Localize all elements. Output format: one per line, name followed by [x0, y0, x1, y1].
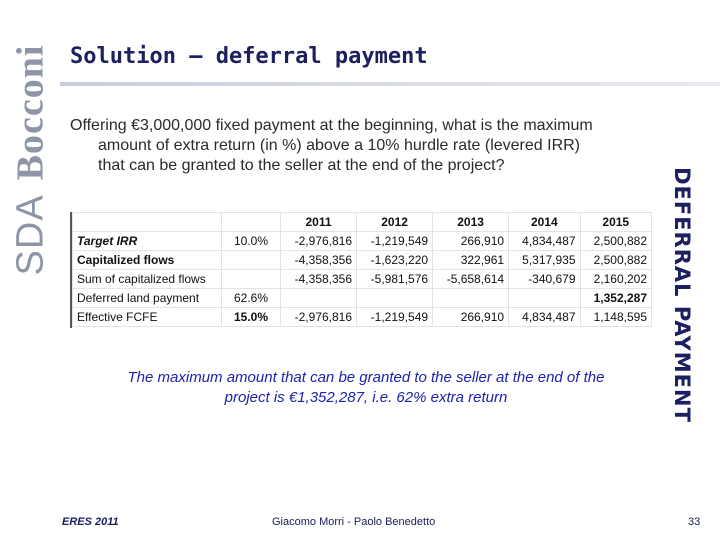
row-pct — [222, 251, 281, 270]
cell-value: 1,148,595 — [580, 308, 651, 327]
row-label: Capitalized flows — [73, 251, 222, 270]
cell-value: 2,500,882 — [580, 232, 651, 251]
cell-value: -1,219,549 — [357, 232, 433, 251]
table-row — [73, 308, 652, 327]
cell-value: -1,623,220 — [357, 251, 433, 270]
header-year: 2013 — [433, 213, 509, 232]
cell-value — [357, 289, 433, 308]
cell-value: -5,981,576 — [357, 270, 433, 289]
header-year: 2012 — [357, 213, 433, 232]
cell-value: 4,834,487 — [509, 232, 580, 251]
financial-table — [70, 212, 652, 328]
cell-value: 2,500,882 — [580, 251, 651, 270]
header-year: 2014 — [509, 213, 580, 232]
logo-bocconi: Bocconi — [9, 44, 52, 181]
cell-value: -2,976,816 — [281, 308, 357, 327]
cell-value: 2,160,202 — [580, 270, 651, 289]
footer-authors: Giacomo Morri - Paolo Benedetto — [272, 516, 436, 528]
question-line-3: that can be granted to the seller at the end of the project? — [98, 157, 505, 174]
sda-bocconi-logo — [8, 30, 52, 290]
page-number: 33 — [688, 516, 701, 528]
row-label: Effective FCFE — [73, 308, 222, 327]
row-pct: 10.0% — [222, 232, 281, 251]
cell-value: -5,658,614 — [433, 270, 509, 289]
cell-value: 322,961 — [433, 251, 509, 270]
table-row — [73, 289, 652, 308]
row-label: Target IRR — [73, 232, 222, 251]
answer-line-1: The maximum amount that can be granted to the seller at the end of the — [127, 369, 605, 386]
title-divider — [60, 82, 720, 86]
row-label: Deferred land payment — [73, 289, 222, 308]
cell-value: -2,976,816 — [281, 232, 357, 251]
answer-text — [76, 368, 656, 408]
cell-value: -4,358,356 — [281, 270, 357, 289]
answer-line-2: project is €1,352,287, i.e. 62% extra return — [224, 389, 508, 406]
question-line-1: Offering €3,000,000 fixed payment at the beginning, what is the maximum — [70, 117, 593, 134]
cell-value: 1,352,287 — [580, 289, 651, 308]
cell-value: -1,219,549 — [357, 308, 433, 327]
cell-value: -4,358,356 — [281, 251, 357, 270]
question-text — [70, 116, 670, 176]
cell-value: 4,834,487 — [509, 308, 580, 327]
footer-event: ERES 2011 — [62, 516, 119, 528]
table-row — [73, 251, 652, 270]
question-line-2: amount of extra return (in %) above a 10% hurdle rate (levered IRR) — [98, 137, 581, 154]
table-header-row — [73, 213, 652, 232]
row-pct: 62.6% — [222, 289, 281, 308]
cell-value — [433, 289, 509, 308]
logo-sda: SDA — [9, 194, 52, 276]
row-label: Sum of capitalized flows — [73, 270, 222, 289]
table-row — [73, 232, 652, 251]
side-label-container — [660, 150, 704, 440]
table-row — [73, 270, 652, 289]
cell-value: 5,317,935 — [509, 251, 580, 270]
slide-title: Solution – deferral payment — [70, 44, 428, 69]
header-year: 2011 — [281, 213, 357, 232]
cell-value: 266,910 — [433, 308, 509, 327]
cell-value: 266,910 — [433, 232, 509, 251]
side-label: DEFERRAL PAYMENT — [670, 167, 694, 423]
header-pct-blank — [222, 213, 281, 232]
cell-value — [281, 289, 357, 308]
header-label-blank — [73, 213, 222, 232]
cell-value — [509, 289, 580, 308]
cell-value: -340,679 — [509, 270, 580, 289]
row-pct — [222, 270, 281, 289]
row-pct: 15.0% — [222, 308, 281, 327]
header-year: 2015 — [580, 213, 651, 232]
